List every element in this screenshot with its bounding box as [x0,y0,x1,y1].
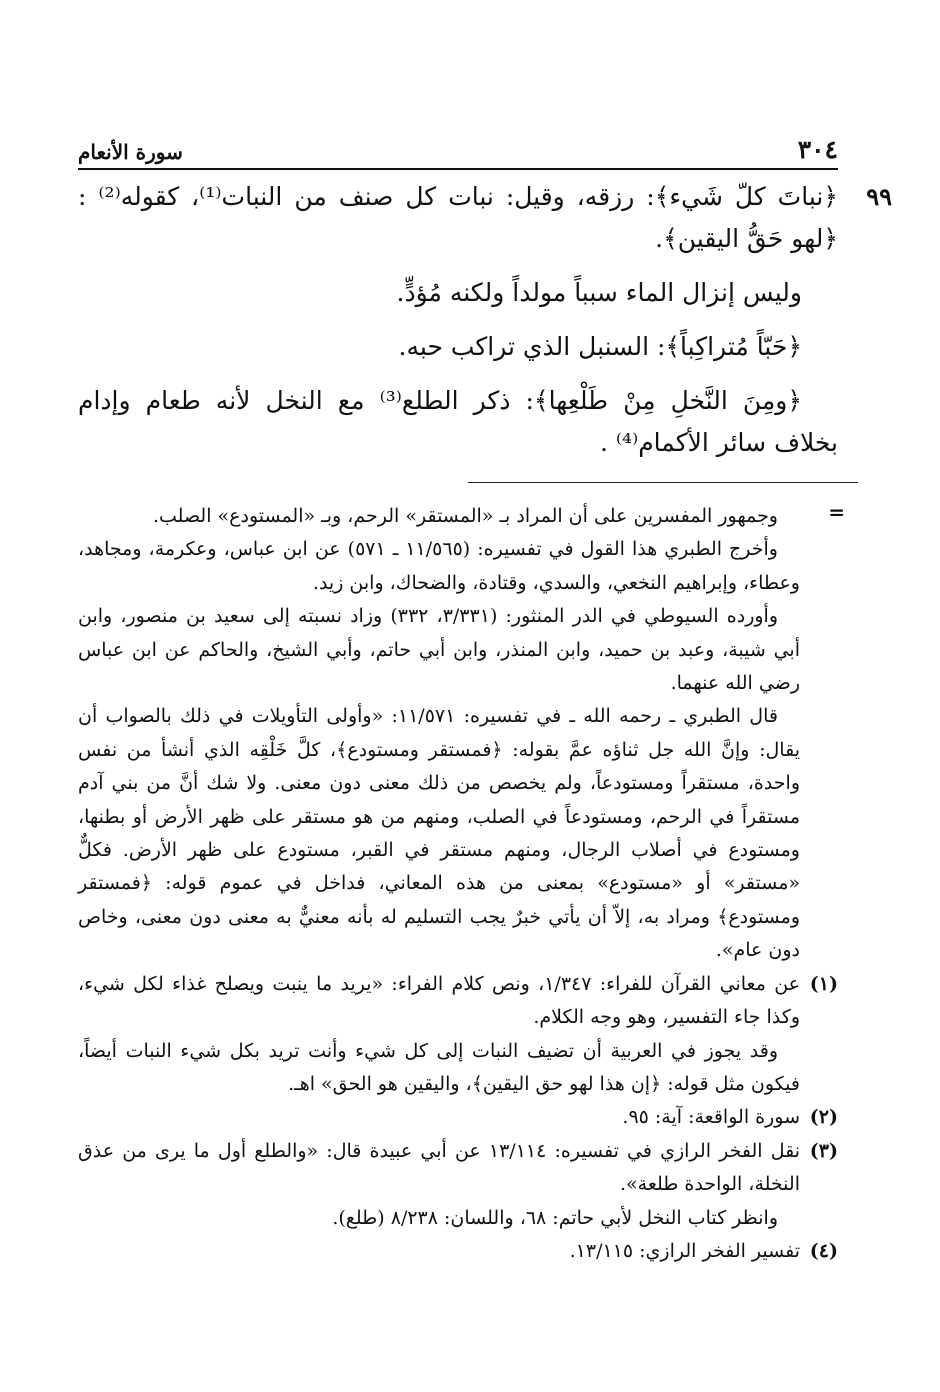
surah-title: سورة الأنعام [78,140,183,164]
footnotes-section [78,500,838,1268]
footnote-separator [78,482,858,484]
page-header [78,128,838,170]
verse-number: ٩٩ [866,182,892,211]
footnote-number: (٢) [809,1106,838,1129]
footnote-continued-paragraph: وأورده السيوطي في الدر المنثور: (٣/٣٣١، ٣٣٢) وزاد نسبته إلى سعيد بن منصور، وابن أبي شيبة، وعبد بن حميد، وابن المنذر، وابن أبي حاتم، وأبي الشيخ، والحاكم عن ابن عباس رضي الله عنهما. [78,605,800,695]
main-paragraph: ﴿ومِنَ النَّخلِ مِنْ طَلْعِها﴾: ذكر الطلع⁽³⁾ مع النخل لأنه طعام وإدام بخلاف سائر الأكمام⁽⁴⁾ . [78,386,838,457]
footnote-number: (٤) [809,1239,838,1262]
footnote-text: سورة الواقعة: آية: ٩٥. [622,1106,800,1129]
footnote-continued-paragraph: قال الطبري ـ رحمه الله ـ في تفسيره: ١١/٥٧١: «وأولى التأويلات في ذلك بالصواب أن يقال: وإنَّ الله جل ثناؤه عمَّ بقوله: ﴿فمستقر ومستودع﴾، كلَّ خَلْقِه الذي أنشأ من نفس واحدة، مستقراً ومستودعاً، ولم يخصص من ذلك معنى دون معنى. ولا شك أنَّ من بني آدم مستقراً في الرحم، ومستودعاً في الصلب، ومنهم من هو مستقر على ظهر الأرض أو بطنها، ومستودع في أصلاب الرجال، ومنهم مستقر في القبر، مستودع على ظهر الأرض. فكلٌّ «مستقر» أو «مستودع» بمعنى من هذه المعاني، فداخل في عموم قوله: ﴿فمستقر ومستودع﴾ ومراد به، إلاّ أن يأتي خبرٌ يجب التسليم له بأنه معنيٌّ به معنى دون معنى، وخاص دون عام». [78,705,800,962]
footnote [78,1101,838,1134]
footnote [78,1135,838,1235]
footnote-text: تفسير الفخر الرازي: ١٣/١١٥. [569,1239,800,1262]
footnote-number: (٣) [809,1139,838,1162]
verse-block [78,176,892,260]
footnote-number: (١) [809,972,838,995]
footnote [78,968,838,1102]
main-paragraph: ﴿نباتَ كلّ شَيء﴾: رزقه، وقيل: نبات كل صنف من النبات⁽¹⁾، كقوله⁽²⁾ : ﴿لهو حَقُّ اليقين﴾. [78,182,838,253]
footnote [78,1235,838,1268]
continuation-mark: = [828,500,845,524]
main-text [78,176,892,476]
page-number: ٣٠٤ [797,135,838,164]
footnote-extra: وانظر كتاب النخل لأبي حاتم: ٦٨، واللسان: ٨/٢٣٨ (طلع). [332,1206,778,1229]
footnote-continued-paragraph: وأخرج الطبري هذا القول في تفسيره: (١١/٥٦٥ ـ ٥٧١) عن ابن عباس، وعكرمة، ومجاهد، وعطاء، وإبراهيم النخعي، والسدي، وقتادة، والضحاك، وابن زيد. [78,538,800,594]
footnote-continued-paragraph: وجمهور المفسرين على أن المراد بـ «المستقر» الرحم، وبـ «المستودع» الصلب. [152,505,778,527]
footnote-extra: وقد يجوز في العربية أن تضيف النبات إلى كل شيء وأنت تريد بكل شيء النبات أيضاً، فيكون مثل قوله: ﴿إن هذا لهو حق اليقين﴾، واليقين هو الحق» اهـ. [78,1039,800,1095]
footnote-text: نقل الفخر الرازي في تفسيره: ١٣/١١٤ عن أبي عبيدة قال: «والطلع أول ما يرى من عذق النخلة، الواحدة طلعة». [78,1139,800,1196]
main-paragraph: ﴿حَبّاً مُتراكِباً﴾: السنبل الذي تراكب حبه. [398,332,802,361]
footnote-text: عن معاني القرآن للفراء: ١/٣٤٧، ونص كلام الفراء: «يريد ما ينبت ويصلح غذاء لكل شيء، وكذا جاء التفسير، وهو وجه الكلام. [78,972,800,1029]
main-paragraph: وليس إنزال الماء سبباً مولداً ولكنه مُؤدٍّ. [396,278,802,307]
